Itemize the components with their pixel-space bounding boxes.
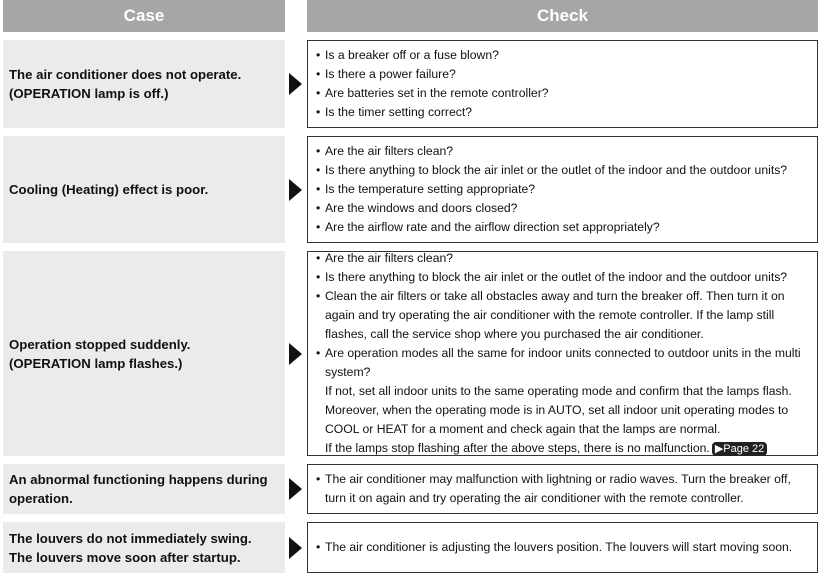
case-header: Case	[3, 0, 285, 32]
check-item	[316, 287, 809, 344]
case-cell	[3, 522, 285, 573]
bullet-icon: •	[316, 289, 321, 303]
bullet-icon: •	[316, 67, 321, 81]
arrow-right-icon	[289, 478, 302, 500]
check-text: Is there anything to block the air inlet or the outlet of the indoor and the outdoor units?	[325, 163, 788, 177]
case-text: The louvers do not immediately swing. The louvers move soon after startup.	[9, 530, 252, 565]
bullet-icon: •	[316, 105, 321, 119]
check-item	[316, 46, 809, 65]
check-item	[316, 161, 809, 180]
table-row	[0, 522, 824, 573]
check-item	[316, 470, 809, 508]
bullet-icon: •	[316, 201, 321, 215]
check-item	[316, 344, 809, 458]
check-text: Is there a power failure?	[325, 67, 456, 81]
check-item	[316, 65, 809, 84]
check-cell	[307, 251, 818, 456]
table-row	[0, 464, 824, 514]
case-text: Cooling (Heating) effect is poor.	[9, 182, 209, 197]
check-text: Is there anything to block the air inlet or the outlet of the indoor and the outdoor units?	[325, 270, 788, 284]
check-text: The air conditioner may malfunction with lightning or radio waves. Turn the breaker off, turn it on again and try operating the air conditioner with the remote controller.	[325, 472, 791, 505]
check-item	[316, 199, 809, 218]
check-header: Check	[307, 0, 818, 32]
check-text: The air conditioner is adjusting the louvers position. The louvers will start moving soon.	[325, 540, 793, 554]
check-item	[316, 103, 809, 122]
table-row	[0, 136, 824, 243]
arrow-right-icon	[289, 73, 302, 95]
check-item	[316, 538, 809, 557]
bullet-icon: •	[316, 251, 321, 265]
check-cell	[307, 464, 818, 514]
check-item	[316, 84, 809, 103]
table-row	[0, 40, 824, 128]
check-text: Clean the air filters or take all obstacles away and turn the breaker off. Then turn it on again and try operating the air conditioner with the remote controller. If the lamp still flashes, call the service shop where you purchased the air conditioner.	[325, 289, 785, 341]
case-cell	[3, 464, 285, 514]
case-text: An abnormal functioning happens during operation.	[9, 472, 268, 506]
page-reference-label: Page 22	[723, 443, 765, 455]
bullet-icon: •	[316, 163, 321, 177]
check-text: Is a breaker off or a fuse blown?	[325, 48, 499, 62]
check-text: Are the air filters clean?	[325, 251, 454, 265]
case-text: Operation stopped suddenly. (OPERATION lamp flashes.)	[9, 336, 191, 371]
arrow-right-icon	[289, 343, 302, 365]
check-item	[316, 180, 809, 199]
check-item	[316, 142, 809, 161]
case-cell	[3, 251, 285, 456]
check-text: Are the windows and doors closed?	[325, 201, 518, 215]
check-text: Are the air filters clean?	[325, 144, 454, 158]
check-cell	[307, 522, 818, 573]
check-text: Is the timer setting correct?	[325, 105, 472, 119]
case-cell	[3, 40, 285, 128]
check-text: Are operation modes all the same for indoor units connected to outdoor units in the multi system? If not, set all indoor units to the same operating mode and confirm that the lamps flash. Moreover, when the operating mode is in AUTO, set all indoor unit operating modes to COOL or HEAT for a moment and check again that the lamps are normal. If the lamps stop flashing after the above steps, there is no malfunction.	[325, 346, 801, 455]
case-cell	[3, 136, 285, 243]
bullet-icon: •	[316, 144, 321, 158]
bullet-icon: •	[316, 182, 321, 196]
bullet-icon: •	[316, 346, 321, 360]
check-text: Are the airflow rate and the airflow direction set appropriately?	[325, 220, 660, 234]
check-text: Is the temperature setting appropriate?	[325, 182, 536, 196]
bullet-icon: •	[316, 48, 321, 62]
bullet-icon: •	[316, 270, 321, 284]
bullet-icon: •	[316, 220, 321, 234]
table-row	[0, 251, 824, 456]
bullet-icon: •	[316, 472, 321, 486]
check-text: Are batteries set in the remote controller?	[325, 86, 549, 100]
check-cell	[307, 136, 818, 243]
page-reference-link[interactable]: ▶Page 22	[712, 442, 767, 456]
arrow-right-icon	[289, 179, 302, 201]
check-item	[316, 249, 809, 268]
check-item	[316, 218, 809, 237]
check-item	[316, 268, 809, 287]
bullet-icon: •	[316, 540, 321, 554]
bullet-icon: •	[316, 86, 321, 100]
arrow-right-icon	[289, 537, 302, 559]
check-cell	[307, 40, 818, 128]
case-text: The air conditioner does not operate. (OPERATION lamp is off.)	[9, 67, 242, 101]
